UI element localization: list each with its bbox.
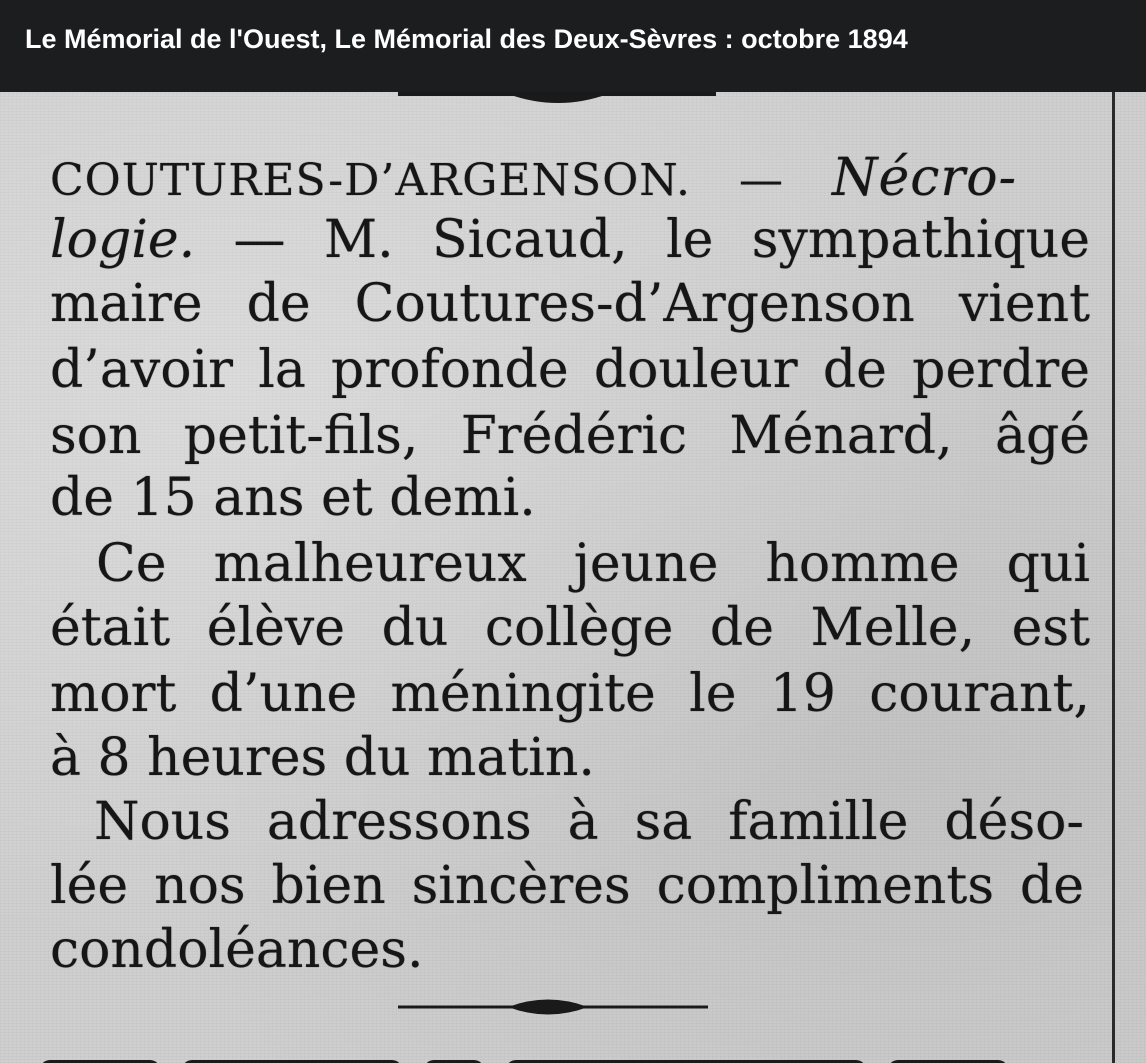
article-line: condoléances. [50, 920, 424, 980]
article-text: — M. Sicaud, le sympathique [233, 210, 1091, 270]
article-line: était élève du collège de Melle, est [50, 598, 1090, 658]
article-heading [50, 148, 1090, 208]
article-line [50, 210, 1091, 270]
bottom-ornament-rule [398, 996, 708, 1018]
article-line: d’avoir la profonde douleur de perdre [50, 340, 1090, 400]
newspaper-clipping [0, 92, 1146, 1063]
article-line: lée nos bien sincères compliments de [50, 856, 1084, 916]
article-line-indent: Nous adressons à sa famille déso- [94, 792, 1084, 852]
top-ornament-rule [398, 92, 716, 108]
article-line: à 8 heures du matin. [50, 728, 595, 788]
window-titlebar [0, 0, 1146, 92]
article-line: de 15 ans et demi. [50, 468, 536, 528]
heading-section-cont: logie. [50, 210, 196, 270]
article-line: maire de Coutures-d’Argenson vient [50, 274, 1090, 334]
article-line: son petit-fils, Frédéric Ménard, âgé [50, 406, 1090, 466]
heading-dash: — [738, 155, 784, 206]
heading-section: Nécro- [831, 148, 1018, 208]
column-rule [1112, 92, 1115, 1063]
article-line: mort d’une méningite le 19 courant, [50, 664, 1090, 724]
article-line-indent: Ce malheureux jeune homme qui [96, 534, 1090, 594]
window-title: Le Mémorial de l'Ouest, Le Mémorial des Deux-Sèvres : octobre 1894 [25, 24, 908, 54]
heading-place: COUTURES-D’ARGENSON. [50, 155, 691, 206]
next-article-cutoff [40, 1036, 1100, 1063]
